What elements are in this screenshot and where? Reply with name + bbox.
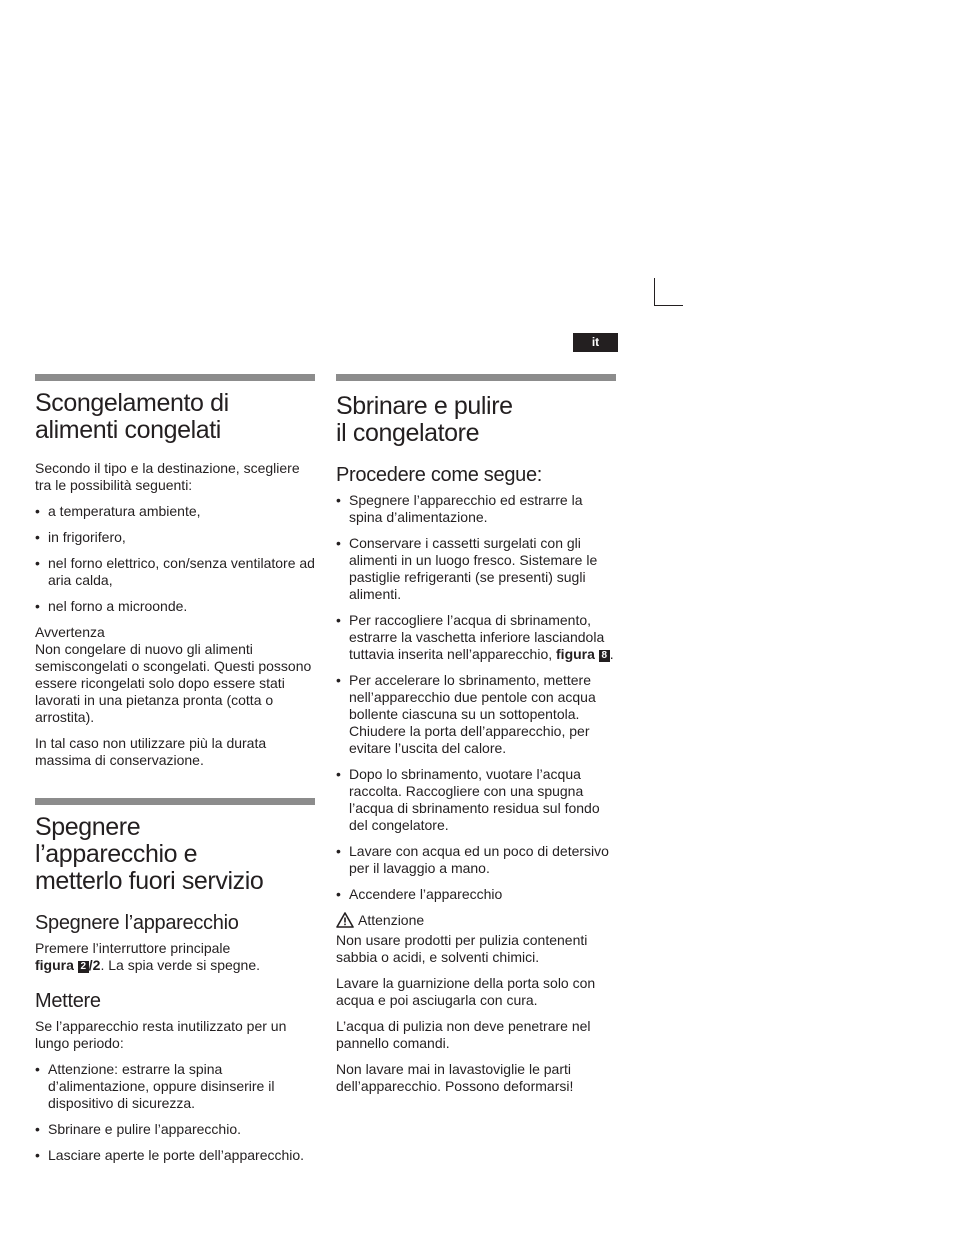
warning-text: Non usare prodotti per pulizia contenenti sabbia o acidi, e solventi chimici. [336, 932, 588, 965]
punctuation: . [609, 646, 614, 662]
figure-number-badge: 2 [78, 961, 89, 973]
title-line: Scongelamento di [35, 389, 229, 417]
title-line: il congelatore [336, 419, 480, 447]
list-item-text: Per raccogliere l’acqua di sbrinamento, estrarre la vaschetta inferiore lasciandola tuttavia inserita nell’apparecchio, [349, 612, 605, 662]
list-item: • in frigorifero, [35, 529, 315, 546]
list-item: • nel forno a microonde. [35, 598, 315, 615]
list-item: • Lasciare aperte le porte dell’apparecchio. [35, 1147, 315, 1164]
list-item: • Sbrinare e pulire l’apparecchio. [35, 1121, 315, 1138]
section-title-defrosting [35, 390, 315, 444]
subtitle-procedure: Procedere come segue: [336, 464, 543, 486]
list-item: • nel forno elettrico, con/senza ventilatore ad aria calda, [35, 555, 315, 589]
list-item: • Accendere l’apparecchio [336, 886, 616, 903]
figure-number-badge: 8 [599, 650, 610, 662]
title-line: Spegnere [35, 813, 141, 841]
figure-label: figura [556, 646, 595, 662]
title-line: Sbrinare e pulire [336, 392, 513, 420]
title-line: l’apparecchio e [35, 840, 198, 868]
note-text: Non congelare di nuovo gli alimenti semiscongelati o scongelati. Questi possono essere ricongelati solo dopo essere stati lavorati in una pietanza pronta (cotta o arrostita). [35, 641, 312, 725]
note-label: Avvertenza [35, 624, 105, 640]
warning-triangle-icon [336, 912, 354, 932]
figure-label: figura [35, 957, 74, 973]
crop-mark [654, 278, 683, 306]
title-line: alimenti congelati [35, 416, 221, 444]
list-item: • Per accelerare lo sbrinamento, mettere nell’apparecchio due pentole con acqua bollente ciascuna su un sottopentola. Chiudere la porta dell’apparecchio, per evitare l’uscita del calore. [336, 672, 616, 757]
note-text-2: In tal caso non utilizzare più la durata massima di conservazione. [35, 735, 267, 768]
left-column [35, 374, 315, 1173]
language-badge: it [573, 333, 618, 352]
switch-off-instruction: Premere l’interruttore principale [35, 940, 231, 956]
warning-text: Non lavare mai in lavastoviglie le parti dell’apparecchio. Possono deformarsi! [336, 1061, 574, 1094]
warning-text: Lavare la guarnizione della porta solo con acqua e poi asciugarla con cura. [336, 975, 596, 1008]
subtitle-switch-off: Spegnere l’apparecchio [35, 912, 239, 934]
section-divider-bar [336, 374, 616, 381]
list-item: • Dopo lo sbrinamento, vuotare l’acqua raccolta. Raccogliere con una spugna l’acqua di sbrinamento residua sul fondo del congelatore. [336, 766, 616, 834]
intro-text: Secondo il tipo e la destinazione, scegliere tra le possibilità seguenti: [35, 460, 300, 493]
procedure-list [336, 492, 616, 903]
list-item: • Conservare i cassetti surgelati con gli alimenti in un luogo fresco. Sistemare le pastiglie refrigeranti (se presenti) sugli alimenti. [336, 535, 616, 603]
warning-heading [336, 912, 616, 932]
storage-text: Se l’apparecchio resta inutilizzato per un lungo periodo: [35, 1018, 287, 1051]
defrost-options-list [35, 503, 315, 615]
section-divider-bar [35, 798, 315, 805]
figure-suffix: /2 [88, 957, 101, 973]
list-item: • Spegnere l’apparecchio ed estrarre la spina d’alimentazione. [336, 492, 616, 526]
list-item: • a temperatura ambiente, [35, 503, 315, 520]
list-item: • Lavare con acqua ed un poco di detersivo per il lavaggio a mano. [336, 843, 616, 877]
list-item: • Attenzione: estrarre la spina d’alimentazione, oppure disinserire il dispositivo di sicurezza. [35, 1061, 315, 1112]
right-column [336, 374, 616, 1104]
title-line: metterlo fuori servizio [35, 867, 264, 895]
list-item [336, 612, 616, 663]
section-divider-bar [35, 374, 315, 381]
subtitle-storage: Mettere [35, 990, 101, 1012]
switch-off-text [35, 940, 315, 974]
warning-label: Attenzione [358, 912, 425, 928]
storage-steps-list [35, 1061, 315, 1164]
switch-off-result: . La spia verde si spegne. [100, 957, 261, 973]
section-title-defrost-clean [336, 393, 616, 447]
section-title-switch-off [35, 814, 315, 895]
warning-text: L’acqua di pulizia non deve penetrare nel pannello comandi. [336, 1018, 591, 1051]
